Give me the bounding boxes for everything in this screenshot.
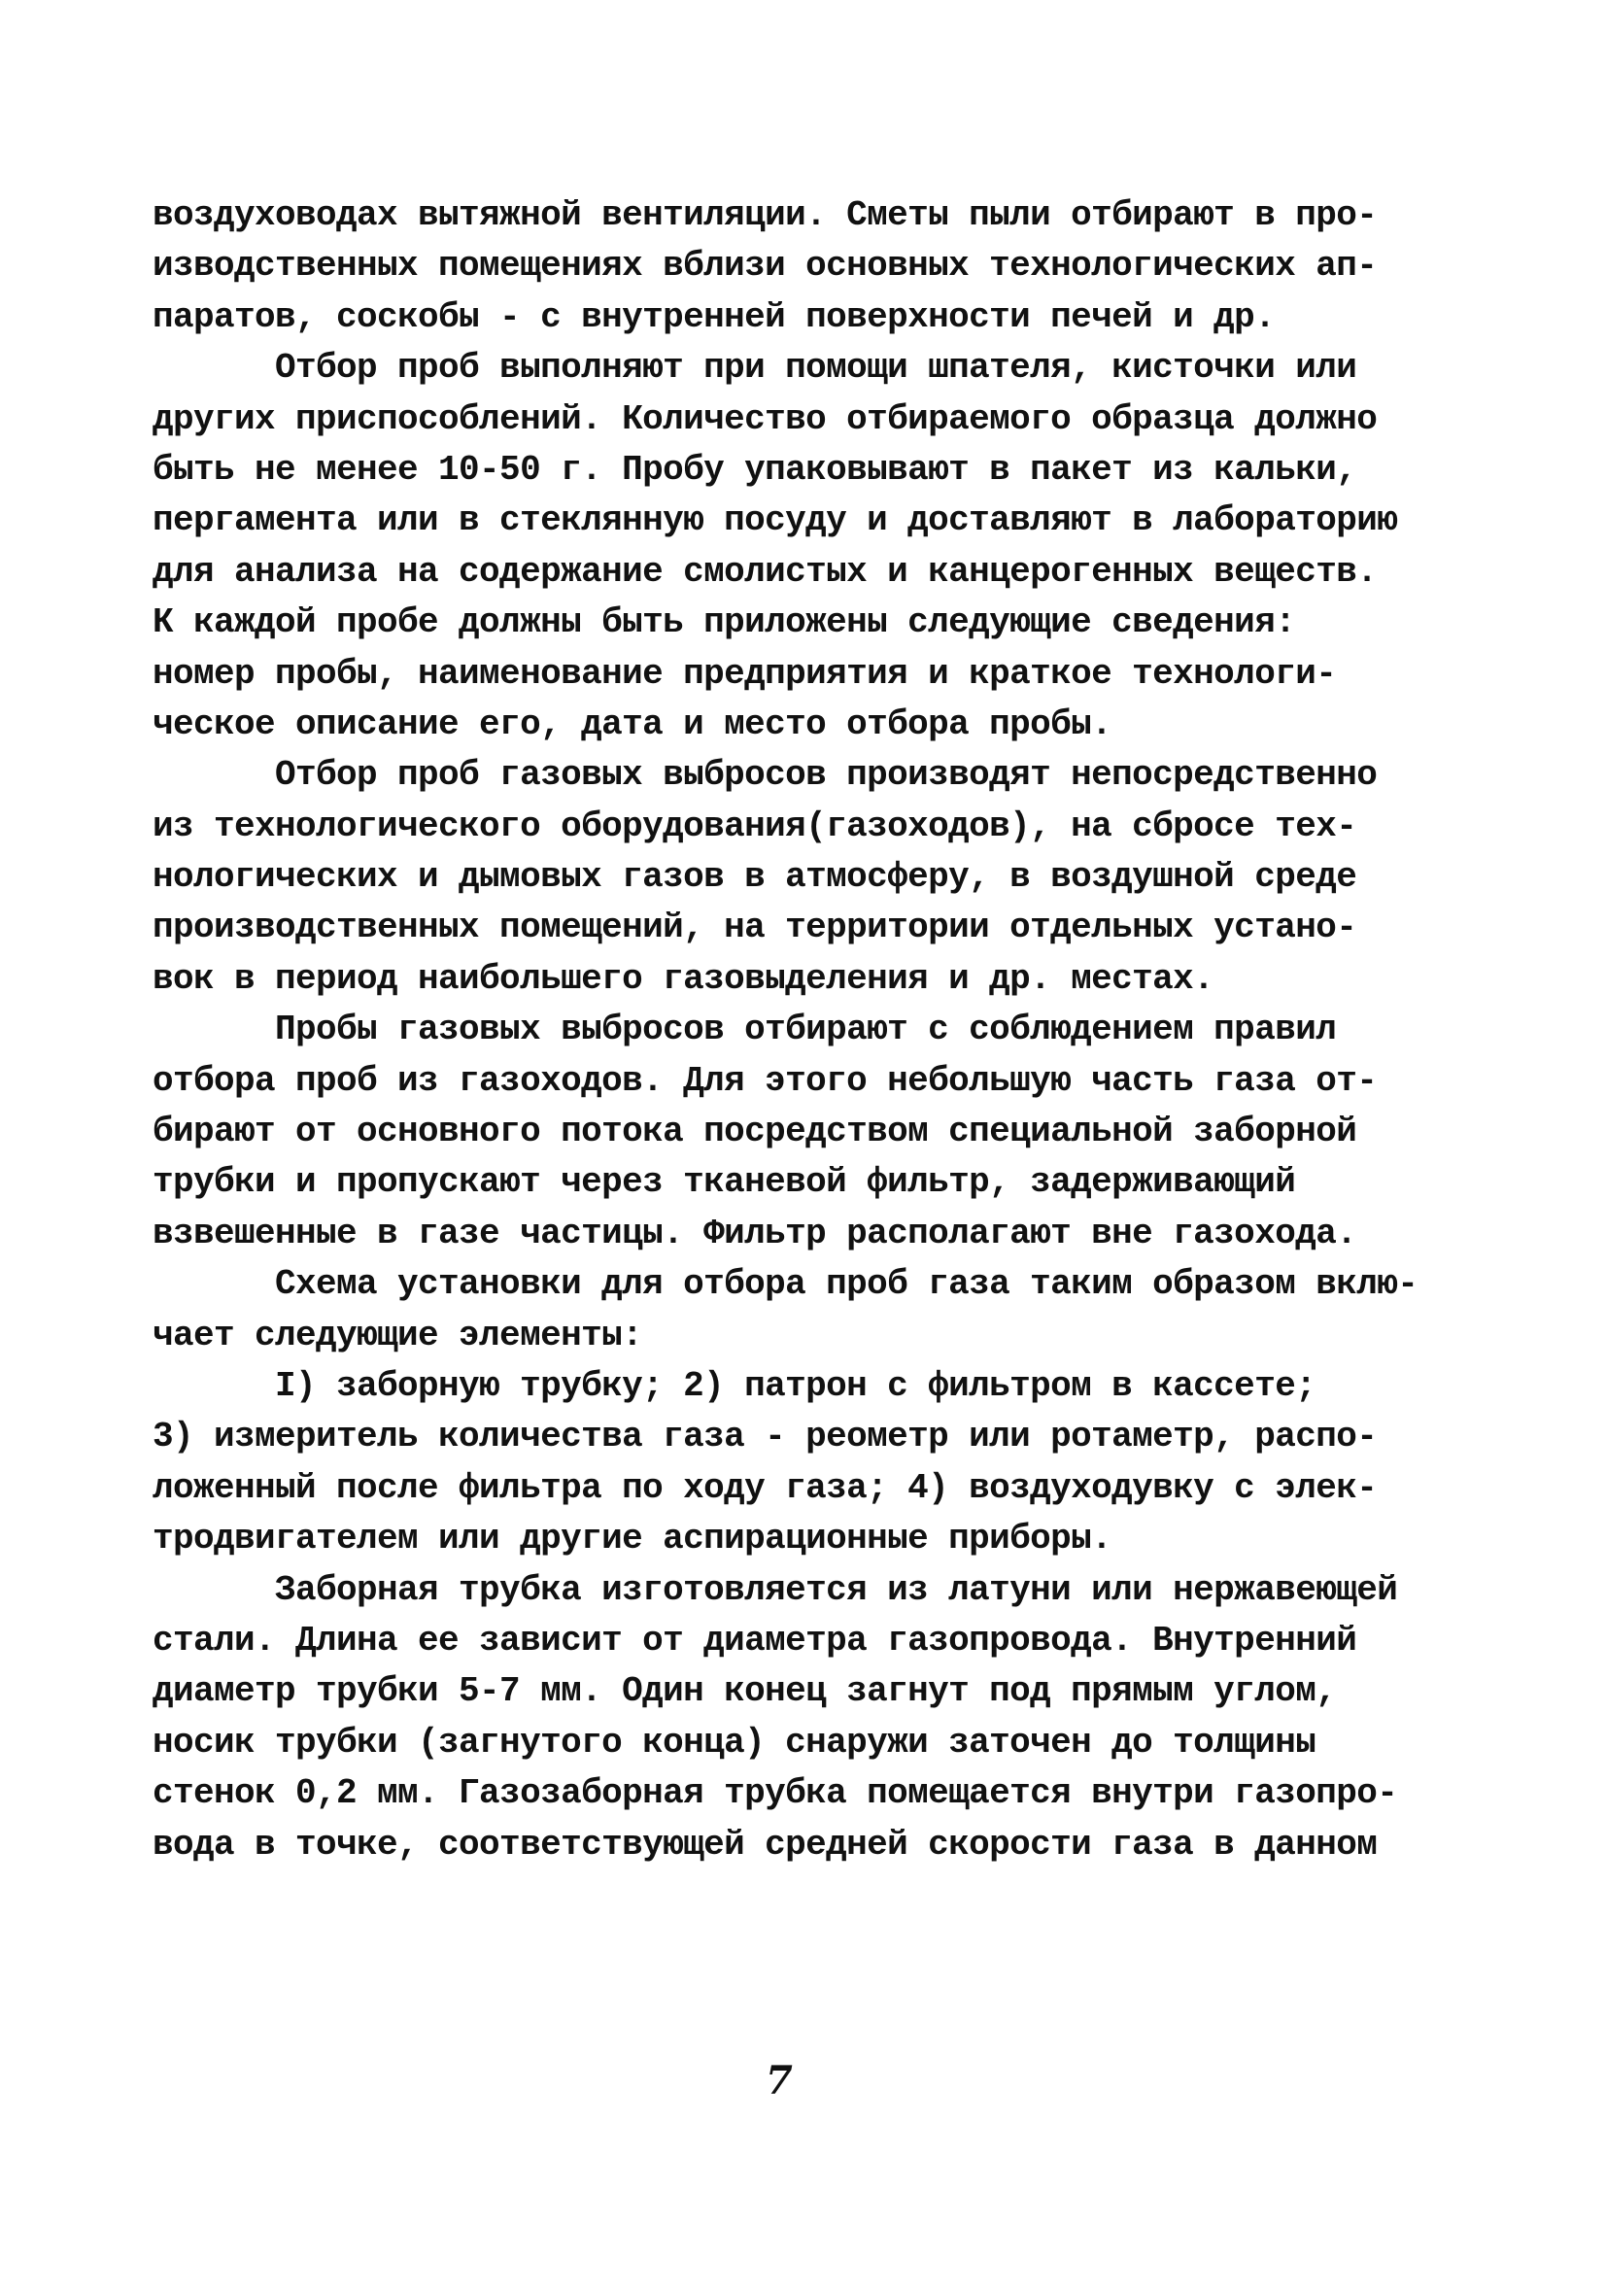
text-line: отбора проб из газоходов. Для этого небольшую часть газа от- — [153, 1060, 1378, 1101]
text-line: пергамента или в стеклянную посуду и доставляют в лабораторию — [153, 500, 1398, 541]
body-text — [153, 190, 1445, 1870]
text-line: ложенный после фильтра по ходу газа; 4) воздуходувку с элек- — [153, 1467, 1378, 1508]
text-line: взвешенные в газе частицы. Фильтр располагают вне газохода. — [153, 1213, 1357, 1253]
text-line: нологических и дымовых газов в атмосферу, в воздушной среде — [153, 857, 1357, 898]
text-line: воздуховодах вытяжной вентиляции. Сметы пыли отбирают в про- — [153, 195, 1378, 235]
text-line: К каждой пробе должны быть приложены следующие сведения: — [153, 602, 1296, 643]
text-line: диаметр трубки 5-7 мм. Один конец загнут под прямым углом, — [153, 1671, 1337, 1712]
text-line: Пробы газовых выбросов отбирают с соблюдением правил — [153, 1010, 1337, 1050]
text-line: стенок 0,2 мм. Газозаборная трубка помещается внутри газопро- — [153, 1773, 1398, 1814]
text-line: Отбор проб выполняют при помощи шпателя, кисточки или — [153, 348, 1357, 389]
text-line: из технологического оборудования(газоходов), на сбросе тех- — [153, 805, 1357, 846]
text-line: Схема установки для отбора проб газа таким образом вклю- — [153, 1264, 1418, 1305]
text-line: Отбор проб газовых выбросов производят непосредственно — [153, 755, 1378, 796]
text-line: быть не менее 10-50 г. Пробу упаковывают в пакет из кальки, — [153, 449, 1357, 490]
text-line: других приспособлений. Количество отбираемого образца должно — [153, 398, 1378, 439]
text-line: трубки и пропускают через тканевой фильтр, задерживающий — [153, 1162, 1296, 1203]
text-line: вок в период наибольшего газовыделения и др. местах. — [153, 958, 1214, 999]
text-line: паратов, соскобы - с внутренней поверхности печей и др. — [153, 296, 1276, 337]
text-line: ческое описание его, дата и место отбора пробы. — [153, 703, 1112, 744]
text-line: вода в точке, соответствующей средней скорости газа в данном — [153, 1824, 1378, 1865]
text-line: Заборная трубка изготовляется из латуни или нержавеющей — [153, 1569, 1398, 1610]
text-line: для анализа на содержание смолистых и канцерогенных веществ. — [153, 551, 1378, 592]
text-line: I) заборную трубку; 2) патрон с фильтром в кассете; — [153, 1365, 1316, 1406]
text-line: номер пробы, наименование предприятия и краткое технологи- — [153, 653, 1337, 694]
page-number: 7 — [766, 2058, 793, 2104]
text-line: носик трубки (загнутого конца) снаружи заточен до толщины — [153, 1722, 1316, 1763]
text-line: 3) измеритель количества газа - реометр или ротаметр, распо- — [153, 1417, 1378, 1457]
text-line: изводственных помещениях вблизи основных технологических ап- — [153, 246, 1378, 287]
text-line: производственных помещений, на территории отдельных устано- — [153, 908, 1357, 948]
text-line: тродвигателем или другие аспирационные приборы. — [153, 1519, 1112, 1559]
text-line: чает следующие элементы: — [153, 1315, 643, 1355]
text-line: стали. Длина ее зависит от диаметра газопровода. Внутренний — [153, 1620, 1357, 1661]
text-line: бирают от основного потока посредством специальной заборной — [153, 1112, 1357, 1152]
